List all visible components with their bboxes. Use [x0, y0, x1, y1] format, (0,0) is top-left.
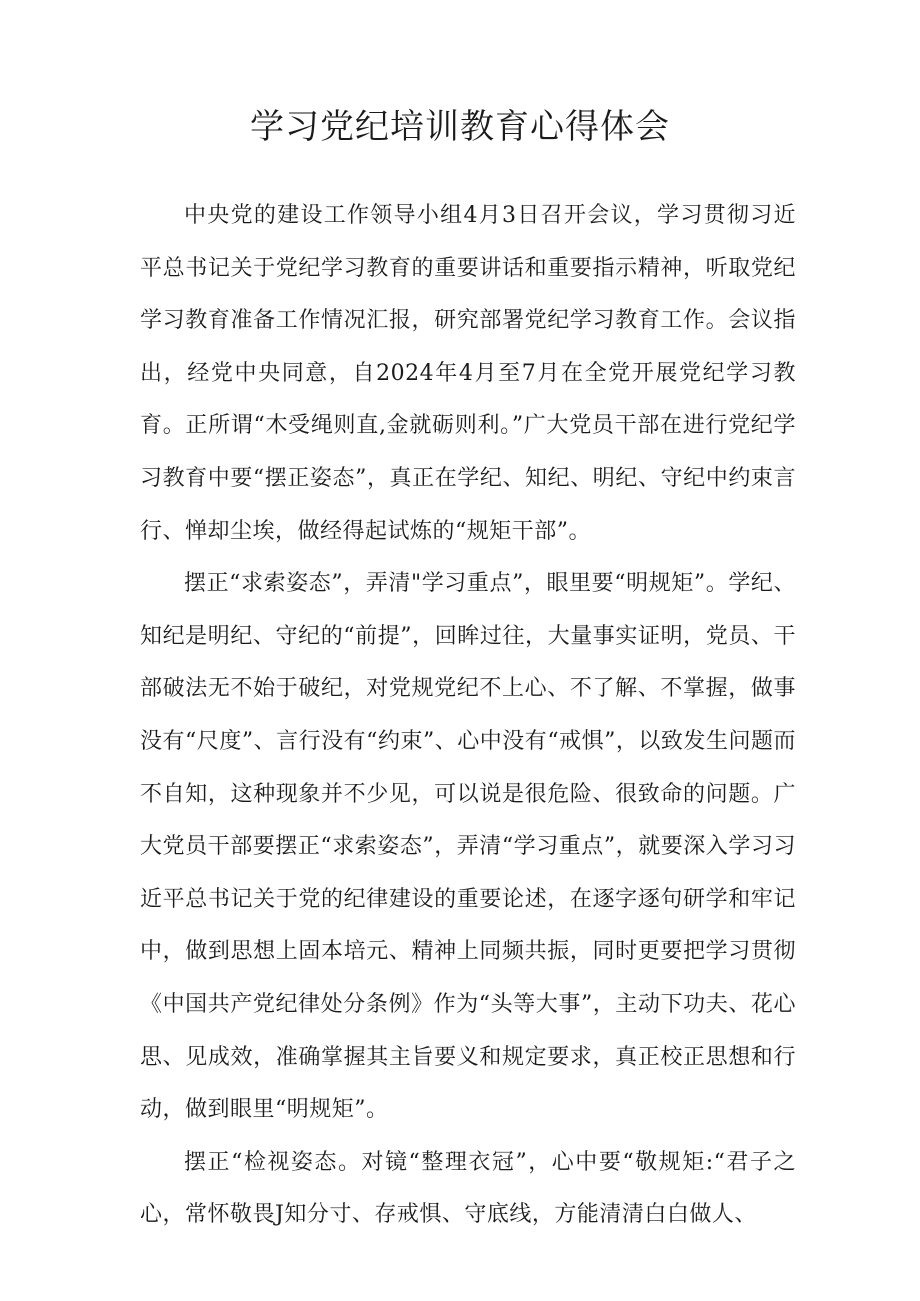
paragraph-intro: 中央党的建设工作领导小组4月3日召开会议，学习贯彻习近平总书记关于党纪学习教育的重要讲话和重要指示精神，听取党纪学习教育准备工作情况汇报，研究部署党纪学习教育工作。会议指出，经党中央同意，自2024年4月至7月在全党开展党纪学习教育。正所谓“木受绳则直,金就砺则利。”广大党员干部在进行党纪学习教育中要“摆正姿态”，真正在学纪、知纪、明纪、守纪中约束言行、惮却尘埃，做经得起试炼的“规矩干部”。: [140, 203, 796, 544]
paragraph-inquiry-attitude: 摆正“求索姿态”，弄清"学习重点”，眼里要“明规矩”。学纪、知纪是明纪、守纪的“前提”，回眸过往，大量事实证明，党员、干部破法无不始于破纪，对党规党纪不上心、不了解、不掌握，做事没有“尺度”、言行没有“约束”、心中没有“戒惧”，以致发生问题而不自知，这种现象并不少见，可以说是很危险、很致命的问题。广大党员干部要摆正“求索姿态”，弄清“学习重点”，就要深入学习习近平总书记关于党的纪律建设的重要论述，在逐字逐句研学和牢记中，做到思想上固本培元、精神上同频共振，同时更要把学习贯彻《中国共产党纪律处分条例》作为“头等大事”，主动下功夫、花心思、见成效，准确掌握其主旨要义和规定要求，真正校正思想和行动，做到眼里“明规矩”。: [140, 571, 796, 1123]
document-title: 学习党纪培训教育心得体会: [250, 107, 670, 147]
document-body: [140, 190, 796, 1242]
paragraph-inspection-attitude: 摆正“检视姿态。对镜“整理衣冠”，心中要“敬规矩:“君子之心，常怀敬畏J知分寸、存戒惧、守底线，方能清清白白做人、: [140, 1149, 796, 1228]
